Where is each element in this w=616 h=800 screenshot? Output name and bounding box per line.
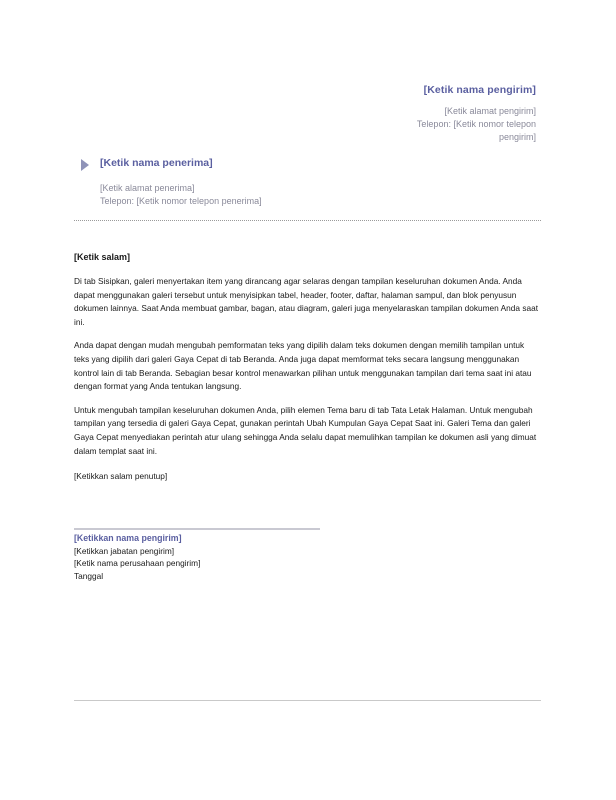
sender-address[interactable]: [Ketik alamat pengirim] (444, 106, 536, 116)
arrow-marker-icon (80, 159, 90, 171)
signature-date[interactable]: Tanggal (74, 570, 104, 581)
recipient-phone[interactable]: Telepon: [Ketik nomor telepon penerima] (100, 196, 262, 206)
sender-contact (276, 105, 536, 144)
sender-phone-line2[interactable]: pengirim] (498, 132, 536, 142)
body-paragraph-1[interactable]: Di tab Sisipkan, galeri menyertakan item yang dirancang agar selaras dengan tampilan keseluruhan dokumen Anda. Anda dapat menggunakan galeri tersebut untuk menyisipkan tabel, header, footer, daftar, halaman sampul, dan blok penyusun dokumen lainnya. Saat Anda membuat gambar, bagan, atau diagram, galeri juga menyelaraskan tampilan dokumen Anda saat ini. (74, 276, 538, 327)
header-divider (74, 220, 541, 221)
signature-block (74, 532, 200, 582)
sender-phone-line1[interactable]: Telepon: [Ketik nomor telepon (416, 119, 536, 129)
recipient-address[interactable]: [Ketik alamat penerima] (100, 183, 195, 193)
salutation[interactable]: [Ketik salam] (74, 252, 131, 262)
recipient-name[interactable]: [Ketik nama penerima] (100, 157, 213, 169)
signature-line (74, 528, 320, 530)
signature-title[interactable]: [Ketikkan jabatan pengirim] (74, 545, 175, 556)
body-paragraph-3[interactable]: Untuk mengubah tampilan keseluruhan dokumen Anda, pilih elemen Tema baru di tab Tata Letak Halaman. Untuk mengubah tampilan yang tersedia di galeri Gaya Cepat, gunakan perintah Ubah Kumpulan Gaya Cepat Saat ini. Galeri Tema dan galeri Gaya Cepat menyediakan perintah atur ulang sehingga Anda selalu dapat memulihkan tampilan ke dokumen asli yang dimuat dalam templat saat ini. (74, 404, 537, 456)
closing[interactable]: [Ketikkan salam penutup] (74, 471, 168, 481)
footer-divider (74, 700, 541, 701)
body-paragraph-2[interactable]: Anda dapat dengan mudah mengubah pemformatan teks yang dipilih dalam teks dokumen dengan memilih tampilan untuk teks yang dipilih dari galeri Gaya Cepat di tab Beranda. Anda juga dapat memformat teks secara langsung menggunakan kontrol lain di tab Beranda. Sebagian besar kontrol menawarkan pilihan untuk menggunakan tampilan dari tema saat ini atau dengan format yang Anda tentukan langsung. (74, 340, 532, 392)
signature-company[interactable]: [Ketik nama perusahaan pengirim] (74, 558, 201, 569)
sender-block (276, 84, 536, 144)
letter-body (74, 275, 540, 468)
signature-name[interactable]: [Ketikkan nama pengirim] (74, 533, 182, 543)
recipient-contact (100, 182, 262, 208)
sender-name[interactable]: [Ketik nama pengirim] (423, 84, 536, 96)
